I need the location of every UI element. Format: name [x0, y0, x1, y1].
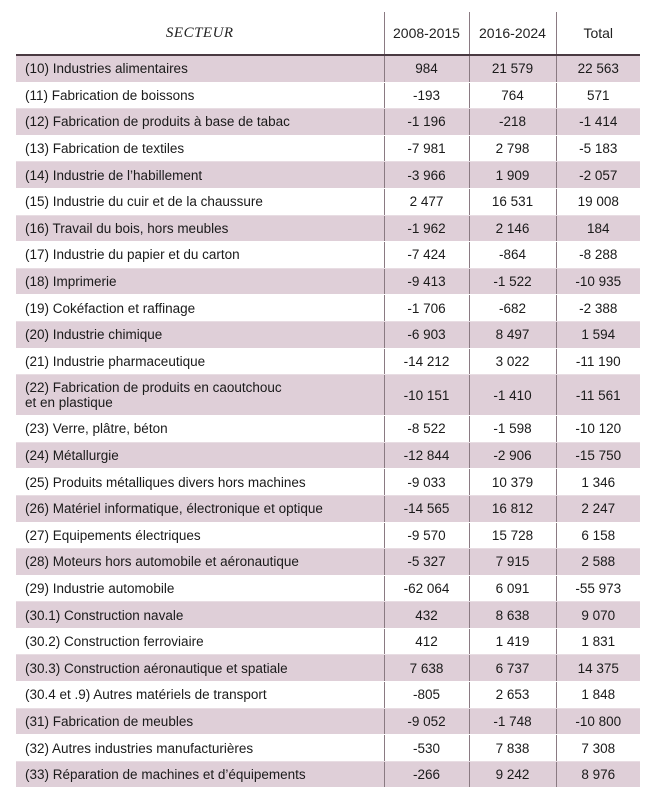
value-2016-2024: 1 419: [469, 628, 556, 655]
sector-table-container: [16, 12, 640, 788]
table-row: [16, 708, 640, 735]
header-2016-2024: 2016-2024: [469, 12, 556, 55]
value-total: 1 594: [556, 321, 640, 348]
value-2016-2024: 764: [469, 82, 556, 109]
table-row: [16, 575, 640, 602]
table-row: [16, 135, 640, 162]
value-total: 22 563: [556, 55, 640, 82]
value-total: 571: [556, 82, 640, 109]
value-2008-2015: 984: [384, 55, 469, 82]
table-row: [16, 602, 640, 629]
value-total: 1 848: [556, 682, 640, 709]
table-row: [16, 655, 640, 682]
value-2008-2015: -1 196: [384, 109, 469, 136]
value-total: -15 750: [556, 442, 640, 469]
value-2016-2024: 21 579: [469, 55, 556, 82]
value-2016-2024: 8 638: [469, 602, 556, 629]
table-row: [16, 162, 640, 189]
value-2016-2024: -682: [469, 295, 556, 322]
sector-label: (32) Autres industries manufacturières: [16, 735, 384, 762]
sector-label: (29) Industrie automobile: [16, 575, 384, 602]
table-body: [16, 55, 640, 788]
value-total: -10 800: [556, 708, 640, 735]
value-total: 6 158: [556, 522, 640, 549]
value-total: 2 588: [556, 549, 640, 576]
table-row: [16, 321, 640, 348]
value-2008-2015: -14 565: [384, 495, 469, 522]
value-total: 19 008: [556, 188, 640, 215]
value-2008-2015: -12 844: [384, 442, 469, 469]
value-total: 2 247: [556, 495, 640, 522]
sector-label: (21) Industrie pharmaceutique: [16, 348, 384, 375]
value-2016-2024: -2 906: [469, 442, 556, 469]
value-2008-2015: -7 424: [384, 242, 469, 269]
sector-label: (18) Imprimerie: [16, 268, 384, 295]
value-2016-2024: 9 242: [469, 761, 556, 788]
value-2008-2015: 432: [384, 602, 469, 629]
sector-label: (16) Travail du bois, hors meubles: [16, 215, 384, 242]
sector-label: (17) Industrie du papier et du carton: [16, 242, 384, 269]
value-2008-2015: -266: [384, 761, 469, 788]
table-row: [16, 215, 640, 242]
sector-label: (30.3) Construction aéronautique et spatiale: [16, 655, 384, 682]
value-total: -1 414: [556, 109, 640, 136]
value-2016-2024: 3 022: [469, 348, 556, 375]
value-2016-2024: -1 410: [469, 375, 556, 416]
sector-label: (15) Industrie du cuir et de la chaussure: [16, 188, 384, 215]
sector-label: (31) Fabrication de meubles: [16, 708, 384, 735]
table-row: [16, 735, 640, 762]
value-total: 9 070: [556, 602, 640, 629]
table-row: [16, 268, 640, 295]
value-2016-2024: 6 091: [469, 575, 556, 602]
table-row: [16, 469, 640, 496]
table-header: [16, 12, 640, 55]
sector-label: (14) Industrie de l’habillement: [16, 162, 384, 189]
sector-table: [16, 12, 640, 788]
value-total: 184: [556, 215, 640, 242]
value-2008-2015: -9 033: [384, 469, 469, 496]
sector-label: [16, 375, 384, 416]
value-2008-2015: -5 327: [384, 549, 469, 576]
value-2016-2024: 6 737: [469, 655, 556, 682]
value-total: -5 183: [556, 135, 640, 162]
sector-label: (28) Moteurs hors automobile et aéronautique: [16, 549, 384, 576]
value-2008-2015: -7 981: [384, 135, 469, 162]
sector-label: (23) Verre, plâtre, béton: [16, 416, 384, 443]
sector-label-line1: (22) Fabrication de produits en caoutchouc: [25, 380, 282, 396]
value-2016-2024: -864: [469, 242, 556, 269]
value-2016-2024: 16 531: [469, 188, 556, 215]
header-row: [16, 12, 640, 55]
value-2008-2015: -14 212: [384, 348, 469, 375]
table-row: [16, 522, 640, 549]
value-total: 1 346: [556, 469, 640, 496]
value-total: -2 388: [556, 295, 640, 322]
table-row: [16, 549, 640, 576]
value-2008-2015: 2 477: [384, 188, 469, 215]
table-row: [16, 442, 640, 469]
table-row: [16, 109, 640, 136]
value-2016-2024: 16 812: [469, 495, 556, 522]
value-2016-2024: 10 379: [469, 469, 556, 496]
table-row: [16, 348, 640, 375]
sector-label: (24) Métallurgie: [16, 442, 384, 469]
value-total: 7 308: [556, 735, 640, 762]
sector-label: (13) Fabrication de textiles: [16, 135, 384, 162]
table-row: [16, 82, 640, 109]
value-total: -8 288: [556, 242, 640, 269]
sector-label: (26) Matériel informatique, électronique et optique: [16, 495, 384, 522]
value-total: -2 057: [556, 162, 640, 189]
sector-label: (27) Equipements électriques: [16, 522, 384, 549]
value-total: 14 375: [556, 655, 640, 682]
table-row: [16, 682, 640, 709]
value-2016-2024: 2 146: [469, 215, 556, 242]
sector-label: (12) Fabrication de produits à base de tabac: [16, 109, 384, 136]
value-2016-2024: 1 909: [469, 162, 556, 189]
value-2008-2015: -805: [384, 682, 469, 709]
header-sector: SECTEUR: [16, 12, 384, 55]
value-2016-2024: 8 497: [469, 321, 556, 348]
value-total: 1 831: [556, 628, 640, 655]
sector-label: (19) Cokéfaction et raffinage: [16, 295, 384, 322]
value-2008-2015: -9 052: [384, 708, 469, 735]
table-row: [16, 495, 640, 522]
value-2008-2015: -9 570: [384, 522, 469, 549]
value-2008-2015: -530: [384, 735, 469, 762]
value-total: -11 561: [556, 375, 640, 416]
header-2008-2015: 2008-2015: [384, 12, 469, 55]
value-2008-2015: 412: [384, 628, 469, 655]
header-total: Total: [556, 12, 640, 55]
sector-label: (25) Produits métalliques divers hors machines: [16, 469, 384, 496]
value-2016-2024: 7 915: [469, 549, 556, 576]
value-total: -11 190: [556, 348, 640, 375]
sector-label: (30.1) Construction navale: [16, 602, 384, 629]
value-2016-2024: -1 522: [469, 268, 556, 295]
table-row: [16, 188, 640, 215]
table-row: [16, 416, 640, 443]
table-row: [16, 628, 640, 655]
table-row: [16, 375, 640, 416]
value-2008-2015: 7 638: [384, 655, 469, 682]
value-2008-2015: -62 064: [384, 575, 469, 602]
sector-label: (10) Industries alimentaires: [16, 55, 384, 82]
value-2008-2015: -8 522: [384, 416, 469, 443]
value-2016-2024: 15 728: [469, 522, 556, 549]
sector-label: (11) Fabrication de boissons: [16, 82, 384, 109]
sector-label-line2: et en plastique: [25, 395, 113, 411]
table-row: [16, 242, 640, 269]
value-2016-2024: -1 748: [469, 708, 556, 735]
value-total: -55 973: [556, 575, 640, 602]
value-2016-2024: 7 838: [469, 735, 556, 762]
value-2008-2015: -6 903: [384, 321, 469, 348]
sector-label: (30.2) Construction ferroviaire: [16, 628, 384, 655]
value-2008-2015: -3 966: [384, 162, 469, 189]
table-row: [16, 761, 640, 788]
value-2016-2024: -1 598: [469, 416, 556, 443]
value-total: 8 976: [556, 761, 640, 788]
sector-label: (33) Réparation de machines et d’équipements: [16, 761, 384, 788]
value-2008-2015: -9 413: [384, 268, 469, 295]
sector-label: (30.4 et .9) Autres matériels de transport: [16, 682, 384, 709]
value-2008-2015: -10 151: [384, 375, 469, 416]
table-row: [16, 295, 640, 322]
table-row: [16, 55, 640, 82]
value-2008-2015: -1 706: [384, 295, 469, 322]
value-2008-2015: -1 962: [384, 215, 469, 242]
value-2008-2015: -193: [384, 82, 469, 109]
value-2016-2024: 2 798: [469, 135, 556, 162]
value-total: -10 120: [556, 416, 640, 443]
value-2016-2024: 2 653: [469, 682, 556, 709]
sector-label: (20) Industrie chimique: [16, 321, 384, 348]
value-2016-2024: -218: [469, 109, 556, 136]
value-total: -10 935: [556, 268, 640, 295]
